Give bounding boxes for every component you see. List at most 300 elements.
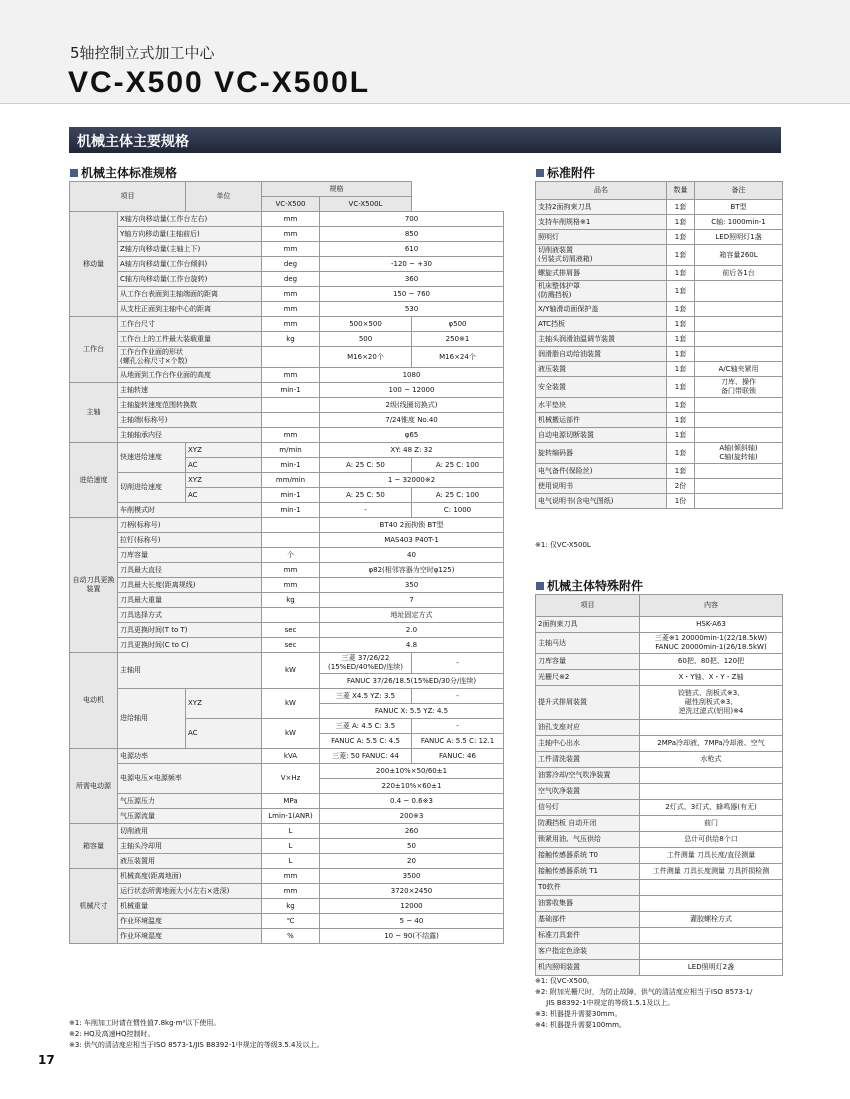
value-cell: M16×20个 bbox=[320, 347, 412, 368]
accessory-qty: 1套 bbox=[667, 377, 695, 398]
list-item bbox=[536, 266, 783, 281]
unit-cell: V×Hz bbox=[262, 764, 320, 794]
option-content: 水枪式 bbox=[640, 752, 783, 768]
value-cell: 200±10%×50/60±1 bbox=[320, 764, 504, 779]
spec-row bbox=[70, 332, 504, 347]
accessory-name: 切削液装置 (另装式切屑液箱) bbox=[536, 245, 667, 266]
spec-row bbox=[70, 443, 504, 458]
spec-row bbox=[70, 413, 504, 428]
unit-cell: min-1 bbox=[262, 503, 320, 518]
value-cell: 三菱 X4.5 YZ: 3.5 bbox=[320, 689, 412, 704]
value-cell: 4.8 bbox=[320, 638, 504, 653]
item-label: 进给轴用 bbox=[118, 689, 186, 749]
value-cell: FANUC A: 5.5 C: 12.1 bbox=[412, 734, 504, 749]
value-cell: 220±10%×60±1 bbox=[320, 779, 504, 794]
special-accessory-title: 机械主体特殊附件 bbox=[547, 579, 644, 593]
value-cell: XY: 48 Z: 32 bbox=[320, 443, 504, 458]
accessory-name: 旋转编码器 bbox=[536, 443, 667, 464]
square-bullet-icon bbox=[536, 169, 544, 177]
value-cell: FANUC A: 5.5 C: 4.5 bbox=[320, 734, 412, 749]
option-content: 总计可供给8个口 bbox=[640, 832, 783, 848]
list-item bbox=[536, 479, 783, 494]
accessory-remark bbox=[695, 347, 783, 362]
list-item bbox=[536, 413, 783, 428]
spec-row bbox=[70, 473, 504, 488]
accessory-name: 螺旋式排屑器 bbox=[536, 266, 667, 281]
item-label: 电源功率 bbox=[118, 749, 262, 764]
spec-row bbox=[70, 227, 504, 242]
item-label: A轴方向移动量(工作台倾斜) bbox=[118, 257, 262, 272]
item-label: 主轴用 bbox=[118, 653, 262, 689]
unit-cell: min-1 bbox=[262, 458, 320, 473]
unit-cell: kW bbox=[262, 689, 320, 719]
unit-cell: L bbox=[262, 824, 320, 839]
group-dimensions: 机械尺寸 bbox=[70, 869, 118, 944]
accessory-remark bbox=[695, 302, 783, 317]
accessory-qty: 1套 bbox=[667, 281, 695, 302]
list-item bbox=[536, 362, 783, 377]
accessory-name: X/Y轴滑动面保护盖 bbox=[536, 302, 667, 317]
spec-row bbox=[70, 548, 504, 563]
accessory-remark bbox=[695, 317, 783, 332]
item-label: C轴方向移动量(工作台旋转) bbox=[118, 272, 262, 287]
unit-cell: MPa bbox=[262, 794, 320, 809]
unit-cell: kW bbox=[262, 653, 320, 689]
item-label: 机械高度(距离地面) bbox=[118, 869, 262, 884]
std-accessory-title: 标准附件 bbox=[547, 166, 596, 180]
option-name: 主轴马达 bbox=[536, 633, 640, 654]
item-label: 切削液用 bbox=[118, 824, 262, 839]
unit-cell bbox=[262, 533, 320, 548]
group-table: 工作台 bbox=[70, 317, 118, 383]
list-item bbox=[536, 617, 783, 633]
col-header: 数量 bbox=[667, 182, 695, 200]
special-accessory-heading bbox=[536, 577, 643, 594]
value-cell: 350 bbox=[320, 578, 504, 593]
value-cell: 50 bbox=[320, 839, 504, 854]
value-cell: MAS403 P40T-1 bbox=[320, 533, 504, 548]
item-label: 从地面到工作台作业面的高度 bbox=[118, 368, 262, 383]
option-name: 油雾冷却/空气吹净装置 bbox=[536, 768, 640, 784]
value-cell: 三菱 A: 4.5 C: 3.5 bbox=[320, 719, 412, 734]
item-label: 气压源压力 bbox=[118, 794, 262, 809]
square-bullet-icon bbox=[536, 582, 544, 590]
option-content bbox=[640, 944, 783, 960]
accessory-qty: 1套 bbox=[667, 215, 695, 230]
item-label: 作业环境湿度 bbox=[118, 929, 262, 944]
list-item bbox=[536, 347, 783, 362]
unit-cell: mm bbox=[262, 242, 320, 257]
special-accessory-table bbox=[535, 594, 783, 976]
spec-row bbox=[70, 623, 504, 638]
spec-row bbox=[70, 764, 504, 779]
value-cell: FANUC X: 5.5 YZ: 4.5 bbox=[320, 704, 504, 719]
unit-cell: mm bbox=[262, 884, 320, 899]
value-cell: 150 ~ 760 bbox=[320, 287, 504, 302]
col-header-unit: 单位 bbox=[186, 182, 262, 212]
option-name: 信号灯 bbox=[536, 800, 640, 816]
accessory-remark bbox=[695, 281, 783, 302]
value-cell: BT40 2面拘锁 BT型 bbox=[320, 518, 504, 533]
main-spec-title: 机械主体标准规格 bbox=[81, 166, 178, 180]
accessory-qty: 1套 bbox=[667, 347, 695, 362]
accessory-remark: LED照明灯1盏 bbox=[695, 230, 783, 245]
option-content: 2MPa冷却液、7MPa冷却液、空气 bbox=[640, 736, 783, 752]
value-cell: 7/24锥度 No.40 bbox=[320, 413, 504, 428]
spec-row bbox=[70, 368, 504, 383]
square-bullet-icon bbox=[70, 169, 78, 177]
unit-cell: deg bbox=[262, 272, 320, 287]
value-cell: A: 25 C: 100 bbox=[412, 458, 504, 473]
accessory-remark: A轴(倾斜轴) C轴(旋转轴) bbox=[695, 443, 783, 464]
section-title-bar: 机械主体主要规格 bbox=[69, 127, 781, 153]
footnote: ※2: HQ及高速HQ控制时。 bbox=[69, 1030, 155, 1038]
col-header-model-1: VC-X500 bbox=[262, 197, 320, 212]
list-item bbox=[536, 428, 783, 443]
accessory-qty: 2份 bbox=[667, 479, 695, 494]
item-label: 液压装置用 bbox=[118, 854, 262, 869]
unit-cell: kg bbox=[262, 593, 320, 608]
unit-cell: mm/min bbox=[262, 473, 320, 488]
option-name: 接触传感器系统 T0 bbox=[536, 848, 640, 864]
list-item bbox=[536, 944, 783, 960]
accessory-name: 电气备件(保险丝) bbox=[536, 464, 667, 479]
group-atc: 自动刀具更换装置 bbox=[70, 518, 118, 653]
item-label: 主轴转速 bbox=[118, 383, 262, 398]
std-accessory-table bbox=[535, 181, 783, 509]
item-label: X轴方向移动量(工作台左右) bbox=[118, 212, 262, 227]
list-item bbox=[536, 800, 783, 816]
list-item bbox=[536, 215, 783, 230]
option-name: 接触传感器系统 T1 bbox=[536, 864, 640, 880]
option-name: 客户指定色涂装 bbox=[536, 944, 640, 960]
accessory-qty: 1套 bbox=[667, 200, 695, 215]
group-motor: 电动机 bbox=[70, 653, 118, 749]
list-item bbox=[536, 816, 783, 832]
unit-cell bbox=[262, 518, 320, 533]
value-cell: 1080 bbox=[320, 368, 504, 383]
option-name: 工件清洗装置 bbox=[536, 752, 640, 768]
value-cell: 360 bbox=[320, 272, 504, 287]
unit-cell: mm bbox=[262, 227, 320, 242]
spec-row bbox=[70, 689, 504, 704]
value-cell: 500×500 bbox=[320, 317, 412, 332]
spec-row bbox=[70, 638, 504, 653]
list-item bbox=[536, 377, 783, 398]
item-label: 主轴旋转速度范围转换数 bbox=[118, 398, 262, 413]
value-cell: 850 bbox=[320, 227, 504, 242]
unit-cell: 个 bbox=[262, 548, 320, 563]
option-name: 刀库容量 bbox=[536, 654, 640, 670]
accessory-name: 安全装置 bbox=[536, 377, 667, 398]
col-header-model-2: VC-X500L bbox=[320, 197, 412, 212]
unit-cell: kg bbox=[262, 332, 320, 347]
list-item bbox=[536, 317, 783, 332]
sub-label: AC bbox=[186, 719, 262, 749]
list-item bbox=[536, 670, 783, 686]
list-item bbox=[536, 736, 783, 752]
option-name: 防溅挡板 自动开闭 bbox=[536, 816, 640, 832]
item-label: 快速进给速度 bbox=[118, 443, 186, 473]
value-cell: 2.0 bbox=[320, 623, 504, 638]
list-item bbox=[536, 768, 783, 784]
option-content: 60把、80把、120把 bbox=[640, 654, 783, 670]
item-label: 电源电压×电源频率 bbox=[118, 764, 262, 794]
option-content bbox=[640, 768, 783, 784]
col-header: 品名 bbox=[536, 182, 667, 200]
item-label: Z轴方向移动量(主轴上下) bbox=[118, 242, 262, 257]
list-item bbox=[536, 494, 783, 509]
group-power: 所需电动源 bbox=[70, 749, 118, 824]
accessory-remark: C轴: 1000min-1 bbox=[695, 215, 783, 230]
accessory-name: 液压装置 bbox=[536, 362, 667, 377]
option-name: 标准刀具套件 bbox=[536, 928, 640, 944]
option-name: 2面拘束刀具 bbox=[536, 617, 640, 633]
unit-cell: mm bbox=[262, 212, 320, 227]
accessory-remark bbox=[695, 413, 783, 428]
value-cell: - bbox=[412, 689, 504, 704]
std-accessory-note: ※1: 仅VC-X500L bbox=[535, 541, 591, 549]
list-item bbox=[536, 230, 783, 245]
value-cell: 530 bbox=[320, 302, 504, 317]
col-header: 备注 bbox=[695, 182, 783, 200]
spec-row bbox=[70, 899, 504, 914]
col-header: 项目 bbox=[536, 595, 640, 617]
accessory-qty: 1套 bbox=[667, 245, 695, 266]
list-item bbox=[536, 720, 783, 736]
option-content: X・Y轴、X・Y・Z轴 bbox=[640, 670, 783, 686]
item-label: 从工作台表面到主轴端面的距离 bbox=[118, 287, 262, 302]
item-label: 刀具更换时间(T to T) bbox=[118, 623, 262, 638]
value-cell: 100 ~ 12000 bbox=[320, 383, 504, 398]
spec-row bbox=[70, 302, 504, 317]
value-cell: 三菱 37/26/22 (15%ED/40%ED/连续) bbox=[320, 653, 412, 674]
spec-row bbox=[70, 212, 504, 227]
group-feed: 进给速度 bbox=[70, 443, 118, 518]
footnote: ※3: 供气的清洁度应相当于ISO 8573-1/JIS B8392-1中规定的等级3.5.4及以上。 bbox=[69, 1041, 324, 1049]
value-cell: 3500 bbox=[320, 869, 504, 884]
item-label: 车削模式时 bbox=[118, 503, 262, 518]
value-cell: 10 ~ 90(不结露) bbox=[320, 929, 504, 944]
value-cell: A: 25 C: 100 bbox=[412, 488, 504, 503]
spec-row bbox=[70, 809, 504, 824]
unit-cell: min-1 bbox=[262, 488, 320, 503]
list-item bbox=[536, 686, 783, 720]
item-label: 刀库容量 bbox=[118, 548, 262, 563]
unit-cell bbox=[262, 608, 320, 623]
main-spec-notes bbox=[69, 1018, 324, 1051]
accessory-name: ATC挡板 bbox=[536, 317, 667, 332]
accessory-qty: 1套 bbox=[667, 266, 695, 281]
group-movement: 移动量 bbox=[70, 212, 118, 317]
spec-row bbox=[70, 518, 504, 533]
list-item bbox=[536, 443, 783, 464]
item-label: 刀具最大长度(距离规线) bbox=[118, 578, 262, 593]
list-item bbox=[536, 928, 783, 944]
list-item bbox=[536, 398, 783, 413]
value-cell: φ500 bbox=[412, 317, 504, 332]
unit-cell: m/min bbox=[262, 443, 320, 458]
value-cell: FANUC 37/26/18.5(15%ED/30分/连续) bbox=[320, 674, 504, 689]
value-cell: 500 bbox=[320, 332, 412, 347]
footnote: ※1: 仅VC-X500。 bbox=[535, 977, 594, 985]
unit-cell bbox=[262, 347, 320, 368]
value-cell: FANUC: 46 bbox=[412, 749, 504, 764]
accessory-name: 水平垫块 bbox=[536, 398, 667, 413]
option-content: 三菱※1 20000min-1(22/18.5kW) FANUC 20000min-1(26/18.5kW) bbox=[640, 633, 783, 654]
item-label: 主轴头冷却用 bbox=[118, 839, 262, 854]
std-accessory-heading bbox=[536, 164, 595, 181]
header-row bbox=[536, 182, 783, 200]
option-name: 基础部件 bbox=[536, 912, 640, 928]
unit-cell: sec bbox=[262, 623, 320, 638]
list-item bbox=[536, 464, 783, 479]
col-header-spec: 规格 bbox=[262, 182, 412, 197]
unit-cell: mm bbox=[262, 317, 320, 332]
spec-row bbox=[70, 839, 504, 854]
option-name: 锁紧用油、气压供给 bbox=[536, 832, 640, 848]
sub-label: XYZ bbox=[186, 689, 262, 719]
value-cell: 地址固定方式 bbox=[320, 608, 504, 623]
col-header: 内容 bbox=[640, 595, 783, 617]
list-item bbox=[536, 864, 783, 880]
header-row bbox=[70, 182, 504, 197]
value-cell: 2级(线圈切换式) bbox=[320, 398, 504, 413]
unit-cell: mm bbox=[262, 578, 320, 593]
unit-cell bbox=[262, 398, 320, 413]
spec-row bbox=[70, 854, 504, 869]
value-cell: 610 bbox=[320, 242, 504, 257]
value-cell: A: 25 C: 50 bbox=[320, 488, 412, 503]
accessory-remark bbox=[695, 428, 783, 443]
spec-row bbox=[70, 869, 504, 884]
list-item bbox=[536, 245, 783, 266]
spec-row bbox=[70, 794, 504, 809]
page-title: VC-X500 VC-X500L bbox=[68, 66, 371, 99]
option-content: 灌胶螺栓方式 bbox=[640, 912, 783, 928]
option-content bbox=[640, 896, 783, 912]
value-cell: 12000 bbox=[320, 899, 504, 914]
accessory-remark bbox=[695, 494, 783, 509]
option-name: T0软件 bbox=[536, 880, 640, 896]
spec-row bbox=[70, 749, 504, 764]
accessory-name: 使用说明书 bbox=[536, 479, 667, 494]
accessory-name: 机床整体护罩 (防溅挡板) bbox=[536, 281, 667, 302]
unit-cell: mm bbox=[262, 287, 320, 302]
main-spec-heading bbox=[70, 164, 177, 181]
option-content: 铰链式、刮板式※3、 磁性刮板式※3、 逆洗过滤式(铝用)※4 bbox=[640, 686, 783, 720]
option-content bbox=[640, 784, 783, 800]
unit-cell: ℃ bbox=[262, 914, 320, 929]
list-item bbox=[536, 832, 783, 848]
list-item bbox=[536, 633, 783, 654]
spec-row bbox=[70, 242, 504, 257]
item-label: 工作台作业面的形状 (螺孔公称尺寸×个数) bbox=[118, 347, 262, 368]
accessory-name: 润滑脂自动给油装置 bbox=[536, 347, 667, 362]
value-cell: M16×24个 bbox=[412, 347, 504, 368]
list-item bbox=[536, 848, 783, 864]
value-cell: C: 1000 bbox=[412, 503, 504, 518]
list-item bbox=[536, 880, 783, 896]
list-item bbox=[536, 960, 783, 976]
value-cell: 20 bbox=[320, 854, 504, 869]
group-spindle: 主轴 bbox=[70, 383, 118, 443]
header-row bbox=[536, 595, 783, 617]
option-name: 主轴中心出水 bbox=[536, 736, 640, 752]
accessory-name: 主轴头润滑油温调节装置 bbox=[536, 332, 667, 347]
value-cell: 260 bbox=[320, 824, 504, 839]
unit-cell: mm bbox=[262, 302, 320, 317]
accessory-qty: 1套 bbox=[667, 443, 695, 464]
option-content: 前门 bbox=[640, 816, 783, 832]
sub-label: XYZ bbox=[186, 443, 262, 458]
list-item bbox=[536, 281, 783, 302]
unit-cell: L bbox=[262, 854, 320, 869]
list-item bbox=[536, 784, 783, 800]
unit-cell: Lmin-1(ANR) bbox=[262, 809, 320, 824]
value-cell: 700 bbox=[320, 212, 504, 227]
group-tanks: 箱容量 bbox=[70, 824, 118, 869]
value-cell: φ65 bbox=[320, 428, 504, 443]
sub-label: AC bbox=[186, 488, 262, 503]
accessory-name: 支持2面拘束刀具 bbox=[536, 200, 667, 215]
sub-label: AC bbox=[186, 458, 262, 473]
item-label: 从支柱正面到主轴中心的距离 bbox=[118, 302, 262, 317]
accessory-remark: A/C轴夹紧用 bbox=[695, 362, 783, 377]
list-item bbox=[536, 752, 783, 768]
item-label: 工作台尺寸 bbox=[118, 317, 262, 332]
item-label: 刀具更换时间(C to C) bbox=[118, 638, 262, 653]
value-cell: 40 bbox=[320, 548, 504, 563]
value-cell: 200※3 bbox=[320, 809, 504, 824]
spec-row bbox=[70, 824, 504, 839]
unit-cell: sec bbox=[262, 638, 320, 653]
value-cell: 1 ~ 32000※2 bbox=[320, 473, 504, 488]
spec-row bbox=[70, 563, 504, 578]
spec-row bbox=[70, 929, 504, 944]
spec-row bbox=[70, 608, 504, 623]
option-content: 2灯式、3灯式、蜂鸣器(有无) bbox=[640, 800, 783, 816]
value-cell: - bbox=[412, 653, 504, 674]
accessory-remark bbox=[695, 464, 783, 479]
value-cell: 0.4 ~ 0.6※3 bbox=[320, 794, 504, 809]
sub-label: XYZ bbox=[186, 473, 262, 488]
accessory-name: 支持车削规格※1 bbox=[536, 215, 667, 230]
list-item bbox=[536, 200, 783, 215]
unit-cell: mm bbox=[262, 428, 320, 443]
spec-row bbox=[70, 383, 504, 398]
unit-cell: L bbox=[262, 839, 320, 854]
accessory-qty: 1套 bbox=[667, 398, 695, 413]
accessory-qty: 1套 bbox=[667, 413, 695, 428]
value-cell: - bbox=[320, 503, 412, 518]
spec-row bbox=[70, 272, 504, 287]
option-name: 空气吹净装置 bbox=[536, 784, 640, 800]
accessory-name: 电气说明书(含电气图纸) bbox=[536, 494, 667, 509]
unit-cell: % bbox=[262, 929, 320, 944]
option-content bbox=[640, 720, 783, 736]
accessory-qty: 1套 bbox=[667, 332, 695, 347]
list-item bbox=[536, 332, 783, 347]
value-cell: 7 bbox=[320, 593, 504, 608]
unit-cell: kVA bbox=[262, 749, 320, 764]
option-content: 工件测量 刀具长度测量 刀具折损检测 bbox=[640, 864, 783, 880]
spec-row bbox=[70, 578, 504, 593]
option-name: 机内照明装置 bbox=[536, 960, 640, 976]
option-content: 工件测量 刀具长度/直径测量 bbox=[640, 848, 783, 864]
item-label: 刀具选择方式 bbox=[118, 608, 262, 623]
accessory-name: 机械搬运部件 bbox=[536, 413, 667, 428]
